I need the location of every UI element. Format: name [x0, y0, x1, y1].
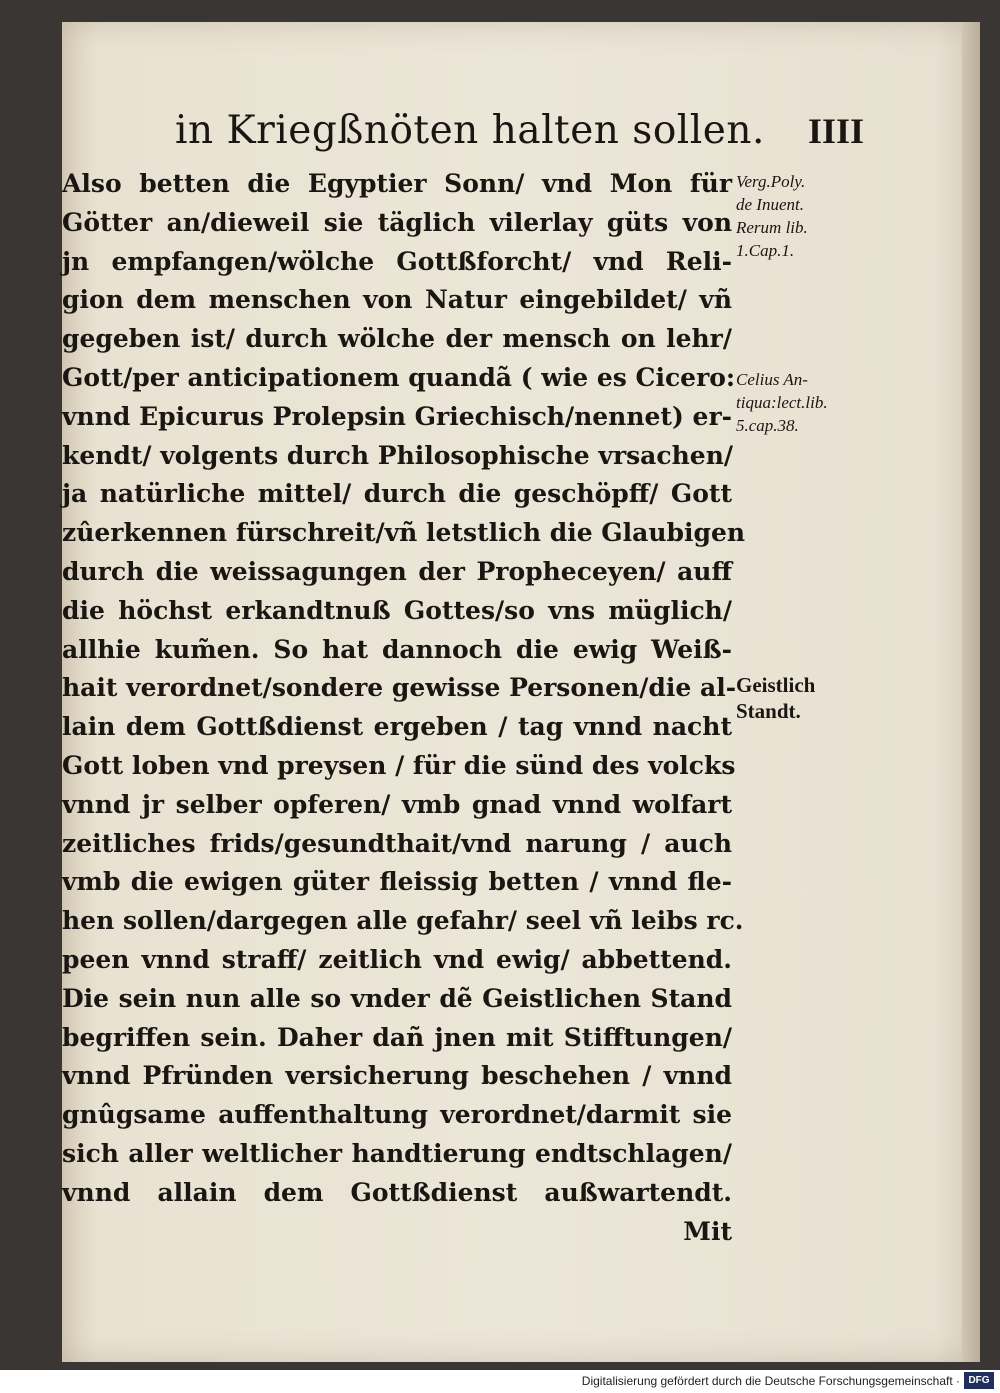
- text-line: hait verordnet/sondere gewisse Personen/die al-: [62, 673, 737, 703]
- text-line: allhie kum̃en. So hat dannoch die ewig Weiß-: [62, 634, 732, 664]
- text-line: zeitliches frids/gesundthait/vnd narung / auch: [62, 828, 732, 858]
- text-line: hen sollen/dargegen alle gefahr/ seel vñ leibs rc.: [62, 906, 744, 936]
- marginal-line: Verg.Poly.: [736, 172, 806, 191]
- text-line: jn empfangen/wölche Gottßforcht/ vnd Reli-: [62, 246, 732, 276]
- marginal-line: Rerum lib.: [736, 218, 808, 237]
- text-line: Gott/per anticipationem quandã ( wie es Cicero:: [62, 362, 736, 392]
- marginal-line: de Inuent.: [736, 195, 804, 214]
- marginal-line: 5.cap.38.: [736, 416, 799, 435]
- text-line: lain dem Gottßdienst ergeben / tag vnnd nacht: [62, 712, 732, 742]
- text-line: peen vnnd straff/ zeitlich vnd ewig/ abbettend.: [62, 944, 732, 974]
- text-line: vnnd Epicurus Prolepsin Griechisch/nennet) er-: [62, 401, 732, 431]
- text-line: ja natürliche mittel/ durch die geschöpff/ Gott: [62, 479, 732, 509]
- text-line: vmb die ewigen güter fleissig betten / vnnd fle-: [62, 867, 732, 897]
- dfg-logo: DFG: [964, 1372, 994, 1389]
- text-line: durch die weissagungen der Propheceyen/ auff: [62, 556, 732, 586]
- text-line: Also betten die Egyptier Sonn/ vnd Mon für: [62, 169, 732, 198]
- marginal-line: Celius An-: [736, 370, 808, 389]
- text-line: begriffen sein. Daher dañ jnen mit Stifftungen/: [62, 1022, 732, 1052]
- marginal-line: Geistlich: [736, 673, 816, 697]
- text-line: Götter an/dieweil sie täglich vilerlay güts von: [62, 207, 732, 237]
- marginal-line: tiqua:lect.lib.: [736, 393, 828, 412]
- text-line: zûerkennen fürschreit/vñ letstlich die Glaubigen: [62, 518, 746, 548]
- marginal-note-geistlich: [736, 672, 866, 724]
- body-text: [62, 165, 746, 1251]
- text-line: vnnd allain dem Gottßdienst außwartendt.: [62, 1177, 732, 1207]
- funding-credit: Digitalisierung gefördert durch die Deutsche Forschungsgemeinschaft ·: [581, 1374, 960, 1388]
- page-edge: [962, 22, 980, 1362]
- page-number: IIII: [808, 111, 865, 151]
- text-line: gegeben ist/ durch wölche der mensch on lehr/: [62, 324, 732, 354]
- marginal-note-celius: [736, 368, 866, 437]
- text-line: sich aller weltlicher handtierung endtschlagen/: [62, 1138, 732, 1168]
- text-line: Die sein nun alle so vnder dẽ Geistlichen Stand: [62, 983, 732, 1013]
- text-line: gion dem menschen von Natur eingebildet/ vñ: [62, 285, 732, 315]
- text-line: Gott loben vnd preysen / für die sünd des volcks: [62, 750, 736, 780]
- text-line: vnnd jr selber opferen/ vmb gnad vnnd wolfart: [62, 789, 732, 819]
- text-line: die höchst erkandtnuß Gottes/so vns müglich/: [62, 595, 732, 625]
- text-line: kendt/ volgents durch Philosophische vrsachen/: [62, 440, 733, 470]
- catchword: Mit: [683, 1216, 732, 1246]
- marginal-line: 1.Cap.1.: [736, 241, 795, 260]
- text-line: gnûgsame auffenthaltung verordnet/darmit sie: [62, 1100, 732, 1130]
- marginal-line: Standt.: [736, 699, 801, 723]
- running-head: in Kriegßnöten halten sollen.: [175, 108, 765, 153]
- text-line: vnnd Pfründen versicherung beschehen / vnnd: [62, 1061, 732, 1091]
- marginal-note-vergil: [736, 170, 866, 262]
